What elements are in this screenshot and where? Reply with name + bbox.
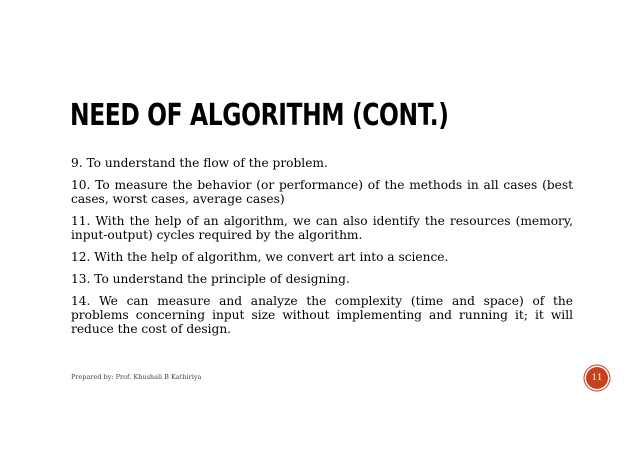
- list-item: 14. We can measure and analyze the complexity (time and space) of the problems concerning input size without implementing and running it; it will reduce the cost of design.: [71, 294, 573, 336]
- page-number-badge: 11: [586, 367, 608, 389]
- list-item: 10. To measure the behavior (or performance) of the methods in all cases (best cases, worst cases, average cases): [71, 178, 573, 206]
- list-item: 12. With the help of algorithm, we convert art into a science.: [71, 250, 449, 264]
- footer-credit: Prepared by: Prof. Khushali B Kathiriya: [71, 373, 202, 381]
- content-list: [71, 156, 573, 344]
- list-item: 9. To understand the flow of the problem.: [71, 156, 328, 170]
- list-item: 11. With the help of an algorithm, we can also identify the resources (memory, input-output) cycles required by the algorithm.: [71, 214, 573, 242]
- list-item: 13. To understand the principle of designing.: [71, 272, 350, 286]
- slide-title: NEED OF ALGORITHM (CONT.): [70, 98, 449, 133]
